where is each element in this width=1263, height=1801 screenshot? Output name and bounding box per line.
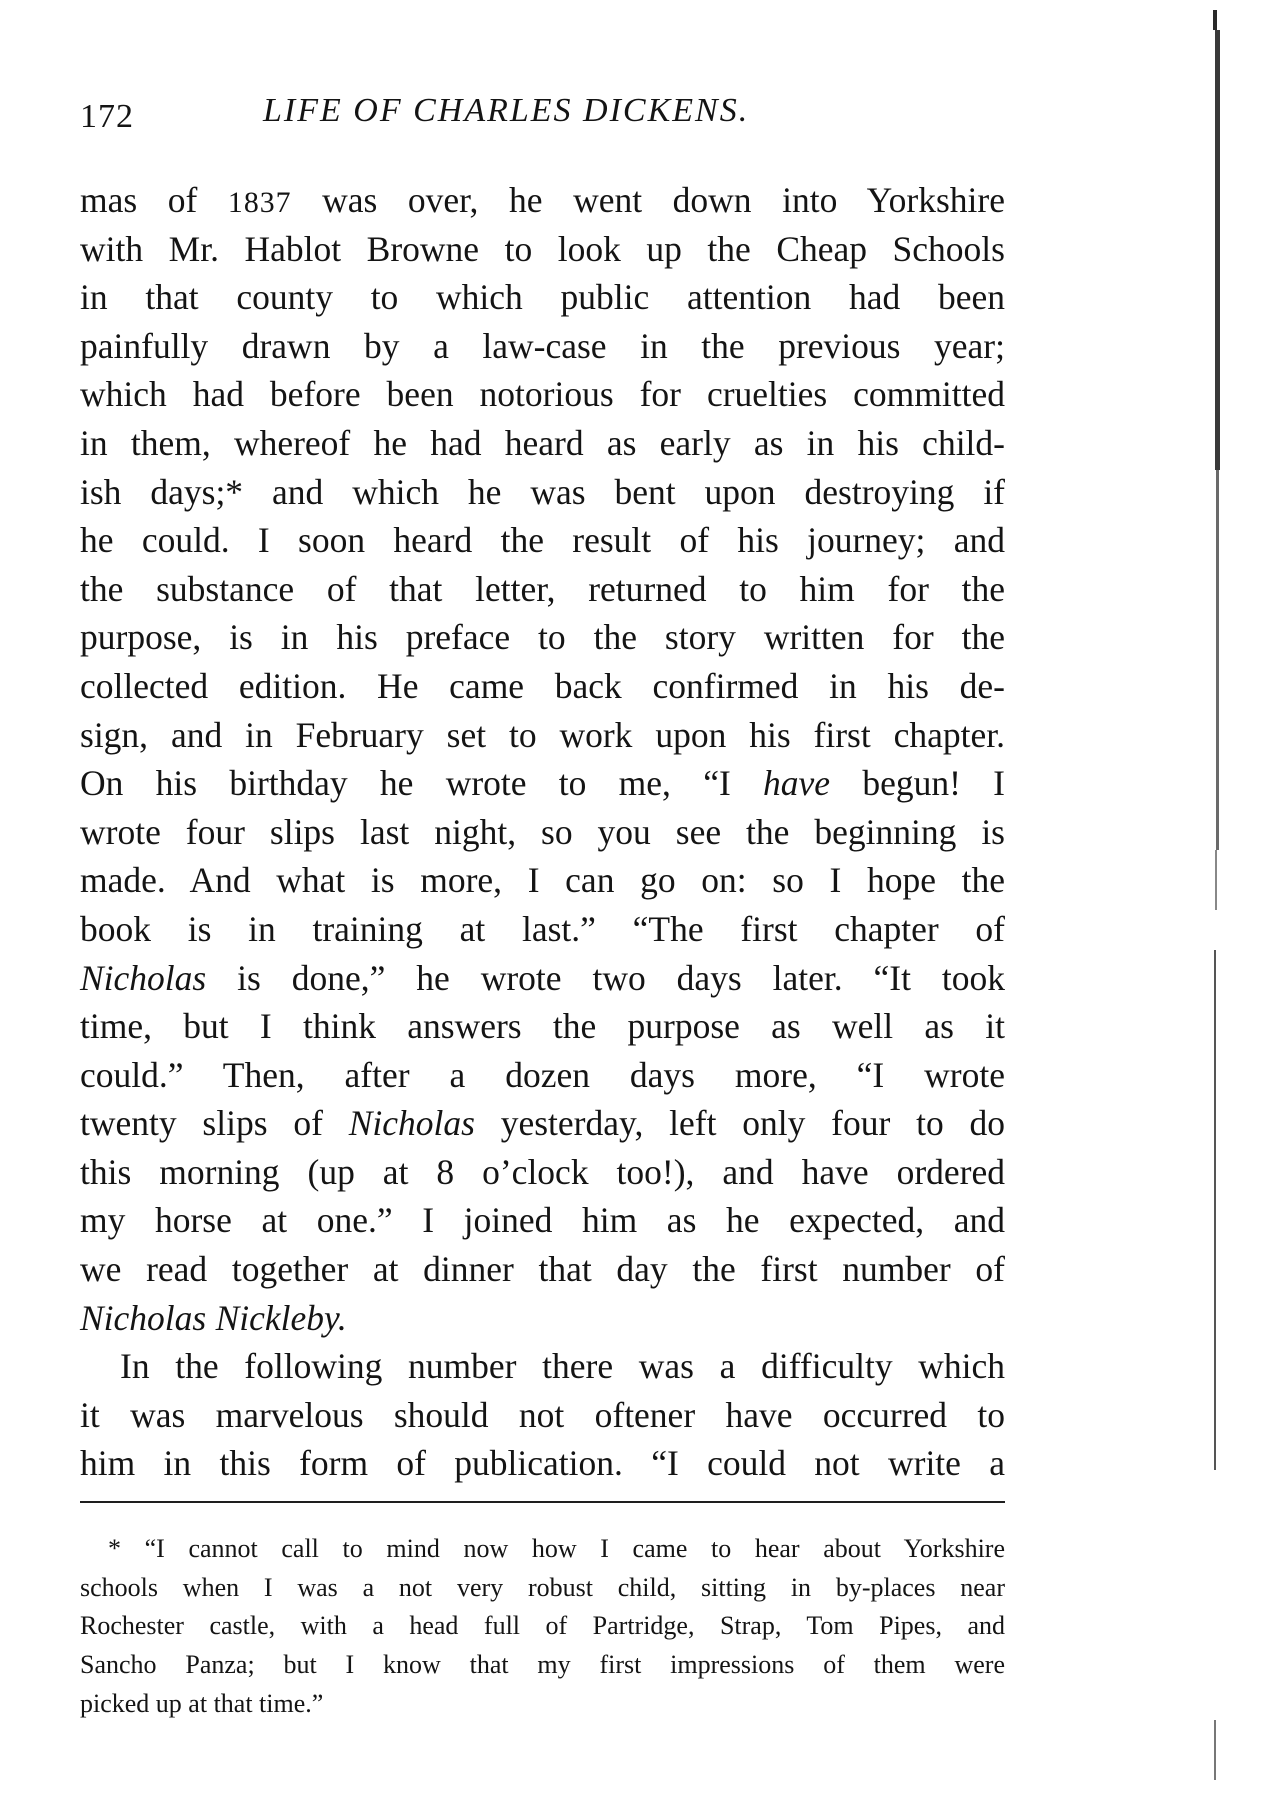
body-line: made. And what is more, I can go on: so I hope the xyxy=(80,860,1005,901)
body-line: with Mr. Hablot Browne to look up the Cheap Schools xyxy=(80,228,1005,269)
body-line: ish days;* and which he was bent upon destroying if xyxy=(80,471,1005,512)
book-title: Nicholas xyxy=(348,1103,475,1144)
body-line: it was marvelous should not oftener have occurred to xyxy=(80,1394,1005,1435)
body-line: the substance of that letter, returned to him for the xyxy=(80,568,1005,609)
body-line: painfully drawn by a law-case in the previous year; xyxy=(80,325,1005,366)
body-line: could.” Then, after a dozen days more, “I wrote xyxy=(80,1054,1005,1095)
running-title: LIFE OF CHARLES DICKENS. xyxy=(263,92,750,129)
body-line: sign, and in February set to work upon his first chapter. xyxy=(80,714,1005,755)
footnote-rule xyxy=(80,1501,1005,1503)
body-line: In the following number there was a difficulty which xyxy=(120,1346,1005,1387)
body-line: purpose, is in his preface to the story written for the xyxy=(80,617,1005,658)
footnote-line: Rochester castle, with a head full of Partridge, Strap, Tom Pipes, and xyxy=(80,1611,1005,1641)
body-line: in them, whereof he had heard as early as in his child- xyxy=(80,422,1005,463)
body-line: wrote four slips last night, so you see the beginning is xyxy=(80,811,1005,852)
body-line: twenty slips of Nicholas yesterday, left only four to do xyxy=(80,1103,1005,1144)
emphasis: have xyxy=(763,763,831,804)
body-line: mas of 1837 was over, he went down into Yorkshire xyxy=(80,180,1005,220)
body-line: collected edition. He came back confirmed in his de- xyxy=(80,665,1005,706)
footnote-line: schools when I was a not very robust child, sitting in by-places near xyxy=(80,1572,1005,1602)
body-line: book is in training at last.” “The first chapter of xyxy=(80,908,1005,949)
body-line: Nicholas is done,” he wrote two days later. “It took xyxy=(80,957,1005,998)
book-title: Nicholas Nickleby. xyxy=(80,1297,347,1338)
body-line: this morning (up at 8 o’clock too!), and have ordered xyxy=(80,1151,1005,1192)
year-numeral: 1837 xyxy=(227,186,292,219)
body-line: him in this form of publication. “I could not write a xyxy=(80,1443,1005,1484)
body-line xyxy=(80,1294,1005,1343)
body-line: On his birthday he wrote to me, “I have begun! I xyxy=(80,763,1006,804)
body-text xyxy=(80,176,1005,1488)
footnote-line: Sancho Panza; but I know that my first impressions of them were xyxy=(80,1650,1005,1680)
footnote xyxy=(80,1530,1005,1723)
running-head xyxy=(80,92,1005,142)
body-line: my horse at one.” I joined him as he expected, and xyxy=(80,1200,1005,1241)
body-line: he could. I soon heard the result of his journey; and xyxy=(80,520,1005,561)
body-line: time, but I think answers the purpose as well as it xyxy=(80,1006,1005,1047)
body-line: in that county to which public attention had been xyxy=(80,277,1005,318)
body-line: which had before been notorious for cruelties committed xyxy=(80,374,1005,415)
footnote-line: * “I cannot call to mind now how I came to hear about Yorkshire xyxy=(108,1534,1005,1563)
scan-edge-shadow xyxy=(1212,0,1224,1801)
page-number: 172 xyxy=(80,98,134,135)
body-line: we read together at dinner that day the first number of xyxy=(80,1249,1005,1290)
footnote-line: picked up at that time.” xyxy=(80,1688,324,1718)
book-title: Nicholas xyxy=(80,957,207,998)
